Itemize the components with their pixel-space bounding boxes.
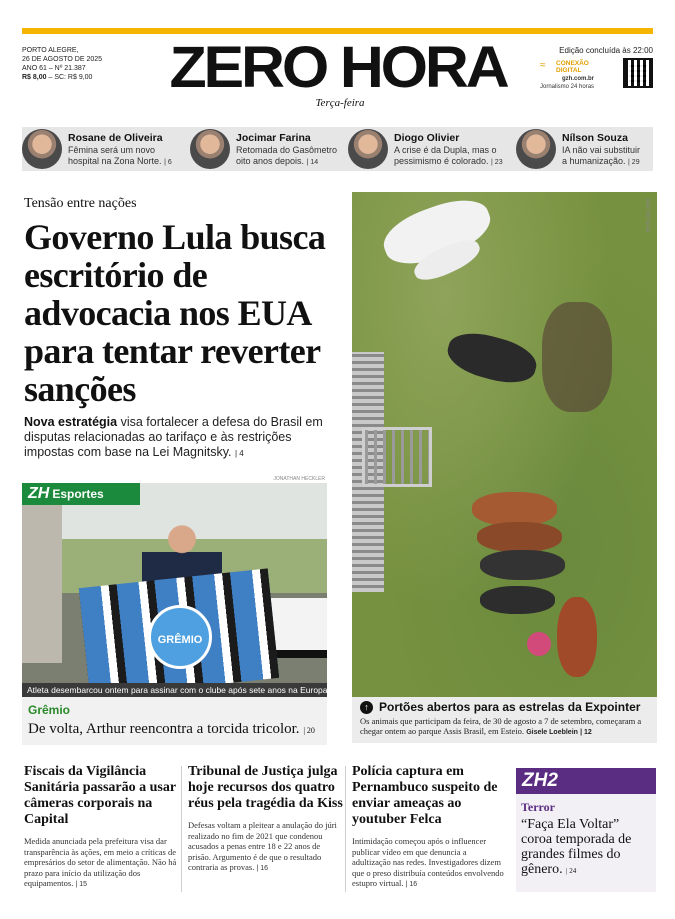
story-text: Intimidação começou após o influencer publicar vídeo em que denuncia a adultização nas redes. Investigadores dizem que o preso distribuía conteúdos envolvendo estupro virtual. | 16 (352, 836, 504, 888)
brown-cow (477, 522, 562, 552)
weekday: Terça-feira (315, 97, 365, 109)
columnist-name: Rosane de Oliveira (68, 132, 163, 144)
issue-number: ANO 61 – Nº 21.387 (22, 65, 86, 72)
story-kiss[interactable] (188, 764, 343, 875)
brown-cow (557, 597, 597, 677)
wifi-icon: ≈ (540, 60, 546, 71)
avatar (190, 129, 230, 169)
sports-headline[interactable]: De volta, Arthur reencontra a torcida tricolor. | 20 (28, 721, 315, 737)
columnist-name: Nílson Souza (562, 132, 628, 144)
caption-title[interactable]: ↑ Portões abertos para as estrelas da Expointer (360, 700, 649, 714)
sports-tag: Grêmio (28, 703, 71, 717)
black-cow (443, 326, 541, 390)
dirt-patch (542, 302, 612, 412)
columnist-teaser: A crise é da Dupla, mas o pessimismo é colorado. | 23 (394, 145, 503, 166)
zh-esportes-label[interactable]: ZH Esportes (22, 483, 140, 505)
edition-info (22, 46, 132, 82)
photo-credit: JONATHAN HECKLER (273, 476, 325, 482)
arthur-photo[interactable] (22, 483, 327, 683)
columnist-name: Diogo Olivier (394, 132, 460, 144)
person-pink (527, 632, 551, 656)
divider (181, 766, 182, 892)
qr-code-icon[interactable] (623, 58, 653, 88)
photo-credit: JEFF BOTEGA (644, 198, 650, 233)
journalism-24h: Jornalismo 24 horas (540, 84, 595, 90)
columnist-teaser: Retomada do Gasômetro oito anos depois. | 14 (236, 145, 338, 166)
black-cow (480, 550, 565, 580)
price: R$ 8,00 – SC: R$ 9,00 (22, 74, 93, 81)
gremio-badge: GRÊMIO (148, 605, 212, 669)
edition-closed: Edição concluída às 22:00 (559, 46, 653, 55)
zh2-tag: Terror (521, 800, 555, 814)
sports-caption: Atleta desembarcou ontem para assinar com o clube após sete anos na Europa (22, 683, 327, 697)
sports-block (22, 476, 328, 745)
city: PORTO ALEGRE, (22, 47, 79, 54)
site-url[interactable]: gzh.com.br (562, 76, 595, 82)
pillar (22, 503, 62, 663)
expointer-photo[interactable] (352, 192, 657, 697)
zh2-logo: ZH2 (516, 768, 656, 794)
columnist-teaser: Fêmina será um novo hospital na Zona Norte. | 6 (68, 145, 172, 166)
digital-info (538, 46, 653, 90)
newspaper-logo[interactable]: ZERO HORA (169, 35, 507, 100)
connection-label: CONEXÃO DIGITAL (556, 60, 589, 74)
cattle-crate (362, 427, 432, 487)
story-felca[interactable] (352, 764, 507, 891)
zh2-block[interactable] (516, 768, 656, 892)
caption-text: Os animais que participam da feira, de 30 de agosto a 7 de setembro, começaram a chegar ontem ao parque Assis Brasil, em Esteio. Gisele Loeblein | 12 (360, 716, 642, 736)
columnists-bar (22, 127, 653, 171)
avatar (348, 129, 388, 169)
story-text: Medida anunciada pela prefeitura visa dar transparência às ações, em meio a críticas de empresários do setor de alimentação. Não há prazo para início da utilização dos equipamentos. | 15 (24, 836, 177, 888)
story-headline: Tribunal de Justiça julga hoje recursos dos quatro réus pela tragédia da Kiss (188, 764, 343, 811)
story-headline: Fiscais da Vigilância Sanitária passarão a usar câmeras corporais na Capital (24, 764, 176, 827)
story-headline: Polícia captura em Pernambuco suspeito de enviar ameaças ao youtuber Felca (352, 764, 498, 827)
brown-cow (472, 492, 557, 526)
avatar (22, 129, 62, 169)
arrow-up-icon: ↑ (360, 701, 373, 714)
columnist-name: Jocimar Farina (236, 132, 311, 144)
divider (345, 766, 346, 892)
lead-summary: Nova estratégia visa fortalecer a defesa do Brasil em disputas relacionadas ao tarifaço e às restrições impostas com base na Lei Magnitsky. | 4 (24, 415, 323, 459)
lead-headline[interactable]: Governo Lula busca escritório de advocacia nos EUA para tentar reverter sanções (24, 217, 326, 409)
lead-kicker: Tensão entre nações (24, 196, 137, 211)
columnist-teaser: IA não vai substituir a humanização. | 29 (562, 145, 641, 166)
story-vigilancia[interactable] (24, 764, 179, 891)
top-accent-bar (22, 28, 653, 34)
date: 26 DE AGOSTO DE 2025 (22, 56, 103, 63)
zh2-headline: “Faça Ela Voltar” coroa temporada de grandes filmes do gênero. | 24 (521, 817, 632, 877)
black-cow (480, 586, 555, 614)
avatar (516, 129, 556, 169)
expointer-caption (352, 697, 657, 743)
story-text: Defesas voltam a pleitear a anulação do júri realizado no fim de 2021 que condenou acusados a penas entre 18 e 22 anos de prisão. Argumento é de que o resultado contraria as provas. | 16 (188, 820, 337, 872)
